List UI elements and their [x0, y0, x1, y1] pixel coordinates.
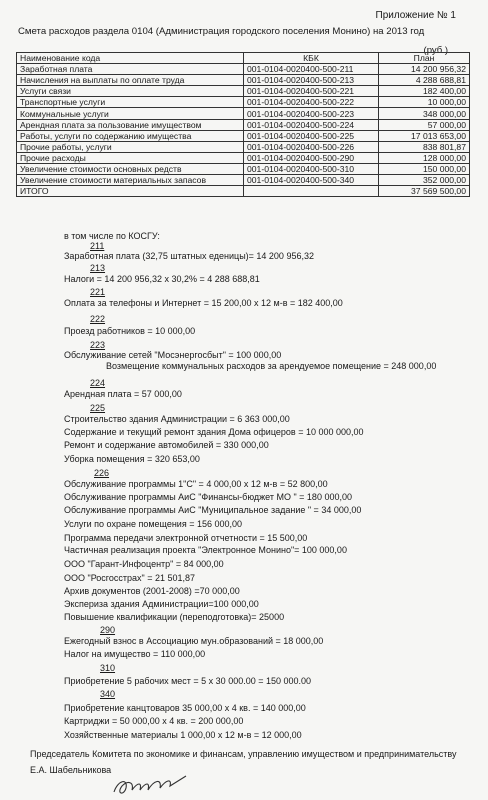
kbk-cell: 001-0104-0020400-500-213 — [244, 75, 379, 86]
plan-cell: 57 000,00 — [379, 119, 470, 130]
kbk-cell: 001-0104-0020400-500-221 — [244, 86, 379, 97]
code-name-cell: Увеличение стоимости материальных запасов — [17, 175, 244, 186]
plan-cell: 838 801,87 — [379, 141, 470, 152]
note-line: Повышение квалификации (переподготовка)= 25000 — [64, 612, 285, 622]
signatory-position: Председатель Комитета по экономике и финансам, управлению имуществом и предпринимательству — [30, 749, 457, 759]
kbk-cell: 001-0104-0020400-500-224 — [244, 119, 379, 130]
code-name-cell: Транспортные услуги — [17, 97, 244, 108]
table-row — [17, 130, 470, 141]
table-row — [17, 152, 470, 163]
note-line: ООО "Гарант-Инфоцентр" = 84 000,00 — [64, 559, 224, 569]
plan-cell: 128 000,00 — [379, 152, 470, 163]
note-line: Арендная плата = 57 000,00 — [64, 389, 182, 399]
note-line: в том числе по КОСГУ: — [64, 231, 160, 241]
table-row — [17, 141, 470, 152]
plan-cell: 37 569 500,00 — [379, 186, 470, 197]
note-line: Обслуживание программы АиС "Финансы-бюджет МО " = 180 000,00 — [64, 492, 352, 502]
signatory-name: Е.А. Шабельникова — [30, 765, 112, 775]
handwritten-signature — [110, 772, 190, 800]
table-row — [17, 108, 470, 119]
kbk-cell: 001-0104-0020400-500-223 — [244, 108, 379, 119]
note-line: Возмещение коммунальных расходов за арендуемое помещение = 248 000,00 — [106, 361, 437, 371]
table-row — [17, 119, 470, 130]
code-name-cell: Увеличение стоимости основных редств — [17, 163, 244, 174]
code-name-cell: Прочие расходы — [17, 152, 244, 163]
kbk-cell: 001-0104-0020400-500-310 — [244, 163, 379, 174]
plan-cell: 10 000,00 — [379, 97, 470, 108]
kbk-cell: КБК — [244, 53, 379, 64]
note-line: Ремонт и содержание автомобилей = 330 000,00 — [64, 440, 269, 450]
code-name-cell: Работы, услуги по содержанию имущества — [17, 130, 244, 141]
note-line: Ежегодный взнос в Ассоциацию мун.образований = 18 000,00 — [64, 636, 324, 646]
code-name-cell: Услуги связи — [17, 86, 244, 97]
note-line: Приобретение канцтоваров 35 000,00 х 4 кв. = 140 000,00 — [64, 703, 306, 713]
plan-cell: План — [379, 53, 470, 64]
note-line: Картриджи = 50 000,00 х 4 кв. = 200 000,00 — [64, 716, 244, 726]
kosgu-code: 222 — [90, 314, 106, 324]
note-line: Налоги = 14 200 956,32 х 30,2% = 4 288 688,81 — [64, 274, 260, 284]
kosgu-code: 225 — [90, 403, 106, 413]
kosgu-code: 310 — [100, 663, 116, 673]
kbk-cell: 001-0104-0020400-500-211 — [244, 64, 379, 75]
kosgu-code: 223 — [90, 340, 106, 350]
plan-cell: 352 000,00 — [379, 175, 470, 186]
budget-table — [16, 52, 470, 197]
plan-cell: 348 000,00 — [379, 108, 470, 119]
note-line: Строительство здания Администрации = 6 363 000,00 — [64, 414, 290, 424]
table-row — [17, 163, 470, 174]
kosgu-code: 226 — [94, 468, 110, 478]
code-name-cell: Прочие работы, услуги — [17, 141, 244, 152]
kosgu-code: 213 — [90, 263, 106, 273]
note-line: Программа передачи электронной отчетности = 15 500,00 — [64, 533, 308, 543]
note-line: Обслуживание программы 1"С" = 4 000,00 х 12 м-в = 52 800,00 — [64, 479, 328, 489]
table-row — [17, 186, 470, 197]
note-line: Приобретение 5 рабочих мест = 5 х 30 000.00 = 150 000.00 — [64, 676, 312, 686]
note-line: Заработная плата (32,75 штатных еденицы)= 14 200 956,32 — [64, 251, 314, 261]
table-row — [17, 175, 470, 186]
kosgu-code: 340 — [100, 689, 116, 699]
kbk-cell: 001-0104-0020400-500-340 — [244, 175, 379, 186]
table-header-row — [17, 53, 470, 64]
note-line: Обслуживание сетей "Мосэнергосбыт" = 100 000,00 — [64, 350, 282, 360]
code-name-cell: Начисления на выплаты по оплате труда — [17, 75, 244, 86]
plan-cell: 150 000,00 — [379, 163, 470, 174]
note-line: ООО "Росгосстрах" = 21 501,87 — [64, 573, 196, 583]
note-line: Содержание и текущий ремонт здания Дома офицеров = 10 000 000,00 — [64, 427, 364, 437]
plan-cell: 17 013 653,00 — [379, 130, 470, 141]
note-line: Оплата за телефоны и Интернет = 15 200,00 х 12 м-в = 182 400,00 — [64, 298, 343, 308]
kbk-cell: 001-0104-0020400-500-222 — [244, 97, 379, 108]
note-line: Налог на имущество = 110 000,00 — [64, 649, 206, 659]
code-name-cell: Коммунальные услуги — [17, 108, 244, 119]
note-line: Обслуживание программы АиС "Муниципальное задание " = 34 000,00 — [64, 505, 362, 515]
code-name-cell: ИТОГО — [17, 186, 244, 197]
code-name-cell: Заработная плата — [17, 64, 244, 75]
note-line: Хозяйственные материалы 1 000,00 х 12 м-в = 12 000,00 — [64, 730, 302, 740]
kbk-cell: 001-0104-0020400-500-225 — [244, 130, 379, 141]
note-line: Услуги по охране помещения = 156 000,00 — [64, 519, 243, 529]
kosgu-code: 224 — [90, 378, 106, 388]
table-row — [17, 75, 470, 86]
code-name-cell: Арендная плата за пользование имуществом — [17, 119, 244, 130]
plan-cell: 4 288 688,81 — [379, 75, 470, 86]
kbk-cell: 001-0104-0020400-500-226 — [244, 141, 379, 152]
kosgu-code: 221 — [90, 287, 106, 297]
note-line: Проезд работников = 10 000,00 — [64, 326, 196, 336]
note-line: Частичная реализация проекта "Электронное Монино"= 100 000,00 — [64, 545, 347, 555]
table-row — [17, 97, 470, 108]
plan-cell: 182 400,00 — [379, 86, 470, 97]
kbk-cell: 001-0104-0020400-500-290 — [244, 152, 379, 163]
kosgu-code: 290 — [100, 625, 116, 635]
plan-cell: 14 200 956,32 — [379, 64, 470, 75]
currency-unit: (руб.) — [423, 45, 448, 56]
code-name-cell: Наименование кода — [17, 53, 244, 64]
note-line: Архив документов (2001-2008) =70 000,00 — [64, 586, 240, 596]
note-line: Уборка помещения = 320 653,00 — [64, 454, 200, 464]
table-row — [17, 86, 470, 97]
kosgu-code: 211 — [90, 241, 105, 251]
kbk-cell — [244, 186, 379, 197]
note-line: Экспериза здания Администрации=100 000,00 — [64, 599, 259, 609]
table-row — [17, 64, 470, 75]
appendix-label: Приложение № 1 — [375, 10, 456, 21]
document-title: Смета расходов раздела 0104 (Администрация городского поселения Монино) на 2013 год — [18, 26, 425, 37]
